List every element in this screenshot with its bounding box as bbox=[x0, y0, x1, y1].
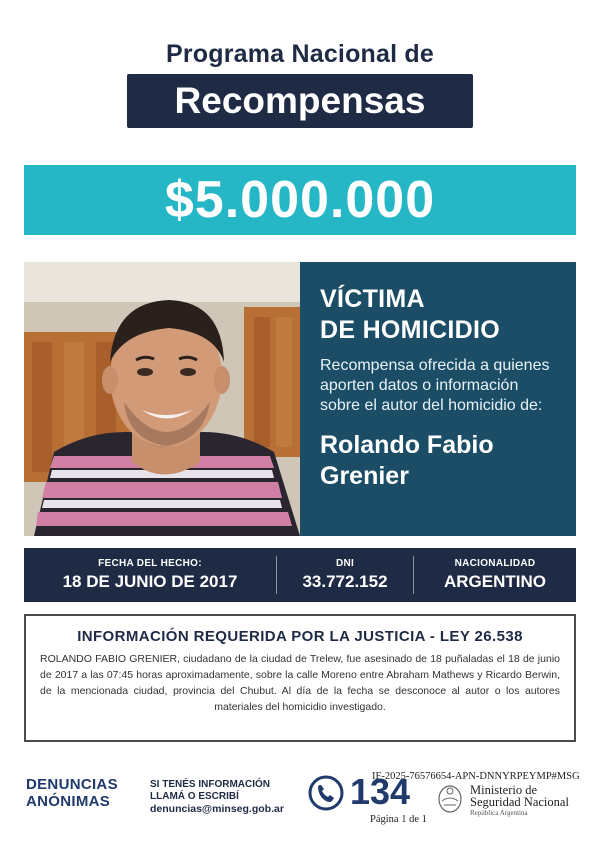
ministry-name-line1: Ministerio de bbox=[470, 783, 538, 797]
victim-photo bbox=[24, 262, 300, 536]
victim-name-line2: Grenier bbox=[320, 462, 409, 490]
victim-name-line1: Rolando Fabio bbox=[320, 431, 494, 459]
fact-dni-value: 33.772.152 bbox=[302, 572, 388, 591]
ministry-name-line2: Seguridad Nacional bbox=[470, 795, 569, 809]
reward-description: Recompensa ofrecida a quienes aporten datos o información sobre el autor del homicidio de: bbox=[320, 357, 550, 414]
victim-heading bbox=[320, 284, 560, 346]
fact-nationality-label: NACIONALIDAD bbox=[454, 558, 536, 569]
ministry-country: República Argentina bbox=[470, 809, 528, 817]
contact-line2: LLAMÁ O ESCRIBÍ bbox=[150, 791, 239, 802]
fact-date-label: FECHA DEL HECHO: bbox=[98, 558, 202, 569]
contact-info bbox=[150, 779, 284, 815]
reward-amount-banner: $5.000.000 bbox=[24, 165, 576, 235]
facts-bar bbox=[24, 548, 576, 602]
victim-photo-illustration bbox=[24, 262, 300, 536]
legal-title: INFORMACIÓN REQUERIDA POR LA JUSTICIA - LEY 26.538 bbox=[77, 628, 523, 645]
contact-email-link[interactable]: denuncias@minseg.gob.ar bbox=[150, 803, 284, 815]
legal-info-box bbox=[24, 614, 576, 742]
victim-heading-line1: VÍCTIMA bbox=[320, 285, 425, 313]
victim-heading-line2: DE HOMICIDIO bbox=[320, 316, 500, 344]
anonymous-reports-label bbox=[26, 776, 118, 810]
phone-number[interactable]: 134 bbox=[350, 771, 411, 812]
fact-date bbox=[24, 558, 276, 592]
ministry-seal-icon bbox=[436, 783, 464, 813]
anonymous-reports-line2: ANÓNIMAS bbox=[26, 793, 111, 810]
phone-icon bbox=[308, 775, 344, 811]
legal-body: ROLANDO FABIO GRENIER, ciudadano de la ciudad de Trelew, fue asesinado de 18 puñaladas el 18 de junio de 2017 a las 07:45 horas aproximadamente, sobre la calle Moreno entre Abraham Mathews y Ricardo Berwin, de la mencionada ciudad, provincia del Chubut. Al día de la fecha se desconoce al autor o los autores materiales del homicidio investigado. bbox=[40, 653, 560, 713]
document-id: IF-2025-76576654-APN-DNNYRPEYMP#MSG bbox=[372, 771, 580, 782]
program-title-box: Recompensas bbox=[127, 74, 473, 128]
ministry-name bbox=[470, 784, 569, 808]
program-title-line1: Programa Nacional de bbox=[166, 40, 434, 68]
victim-name bbox=[320, 430, 560, 492]
page-number: Página 1 de 1 bbox=[370, 814, 427, 825]
fact-dni-label: DNI bbox=[335, 558, 355, 569]
contact-line1: SI TENÉS INFORMACIÓN bbox=[150, 779, 271, 790]
fact-dni bbox=[277, 558, 413, 592]
fact-date-value: 18 DE JUNIO DE 2017 bbox=[62, 572, 238, 591]
anonymous-reports-line1: DENUNCIAS bbox=[26, 776, 118, 793]
fact-nationality-value: ARGENTINO bbox=[444, 572, 546, 591]
victim-info-panel bbox=[300, 262, 576, 536]
fact-nationality bbox=[414, 558, 576, 592]
